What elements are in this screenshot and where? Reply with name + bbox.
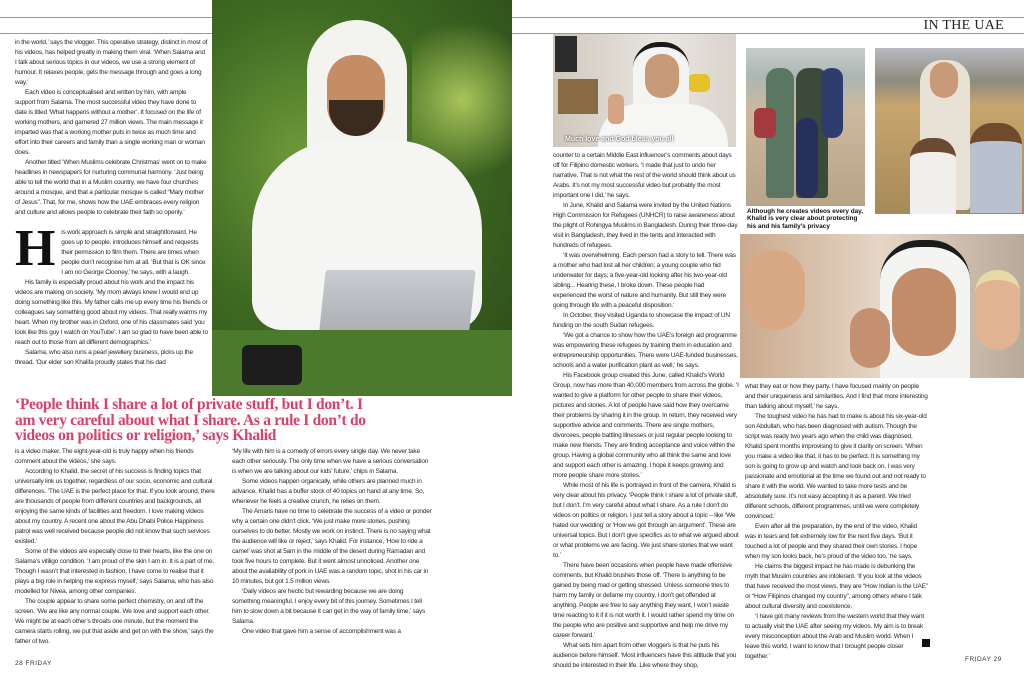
paragraph: Even after all the preparation, by the end of the video, Khalid was in tears and felt extremely low for the next five days. ‘But it touched a lot of people and they shared their own stories. I hope when my son looks back, he’s proud of the video too,’ he says. (745, 523, 918, 560)
paragraph: what they eat or how they party. I have focused mainly on people and their uniqueness and similarities. And I find that more interesting than talking about myself,’ he says. (745, 383, 928, 410)
paragraph: In June, Khalid and Salama were invited by the United Nations High Commission for Refugees (UNHCR) to raise awareness about the plight of Rohingya Muslims in Bangladesh. During their three-day visit in Bangladesh, they lived in the tents and interacted with hundreds of refugees. (553, 202, 738, 249)
article-column-b (15, 447, 217, 647)
paragraph: in the world,’ says the vlogger. This operative strategy, distinct in most of his videos, has helped greatly in making them viral. ‘When Salama and I talk about serious topics in our videos, we use a strong element of humour. It relaxes people, gets the message through and goes a long way.’ (15, 39, 208, 86)
khalid-with-laptop-photo (212, 0, 512, 396)
section-label: IN THE UAE (923, 18, 1004, 33)
article-column-c (232, 447, 432, 637)
paragraph: ‘I have got many reviews from the western world that they want to actually visit the UAE after seeing my videos. My aim is to break every misconception about the Arab and Muslim world. When I leave this world, I want to know that I brought people closer together.’ (745, 613, 924, 660)
father-face (892, 268, 956, 356)
peace-hand (608, 94, 624, 124)
paragraph: Some of the videos are especially close to their hearts, like the one on Salama’s vitiligo condition. ‘I am proud of the skin I am in. It is a part of me. Though I wasn’t that interested in fashion, I have come to realise that it plays a big role in helping me express myself,’ says Salama, who has also modelled for Nivea, among other companies. (15, 548, 215, 595)
tv-screen (555, 36, 577, 72)
paragraph: While most of his life is portrayed in front of the camera, Khalid is very clear about his privacy. ‘People think I share a lot of private stuff, but I don’t. I’m very careful about what I share. As a rule I don’t do videos on politics or religion. I just tell a story about a topic – like ‘We hated our wedding’ or ‘How we got through an argument’. These are universal topics. But I don’t give specifics as to what we argued about or what problems we are facing. We just share stories that we want to.’ (553, 482, 739, 559)
paragraph: There have been occasions when people have made offensive comments, but Khalid brushes those off. ‘There is anything to be gained by being mad or getting stressed. Unless someone tries to harm my family or defame my country, I don’t get offended at anything. People are free to say anything they want, I won’t waste time reacting to it if it is not worth it. I would rather spend my time on the people who are positive and supportive and help me drive my career forward.’ (553, 562, 735, 639)
bag (754, 108, 776, 138)
article-column-d (553, 151, 739, 671)
left-page-folio: 28 FRIDAY (15, 660, 52, 667)
paragraph: He claims the biggest impact he has made is debunking the myth that Muslim countries are intolerant. ‘If you look at the videos that have received the most views, they are “How Indian is the UAE” or “How Filipinos changed my country”, among others where I talk about cultural diversity and coexistence. (745, 563, 928, 610)
paragraph: The couple appear to share some perfect chemistry, on and off the screen. ‘We are like any normal couple. We love and support each other. We might be at each other’s throats one minute, but the moment the camera starts rolling, we put that aside and get on with the show,’ says the father of two. (15, 598, 214, 645)
end-of-article-mark (922, 639, 930, 647)
pull-quote: ‘People think I share a lot of private stuff, but I don’t. I am very careful about what I share. As a rule I don’t do videos on politics or religion,’ says Khalid (15, 396, 366, 444)
paragraph: His Facebook group created this June, called Khalid’s World Group, now has more than 40,000 members from across the globe. ‘I wanted to give a platform for other people to share their videos, pictures and stories. A lot of people have said how they overcame their problems by sharing it in the group. In return, they received very supportive advice and comments. There are single mothers, divorcees, people battling illnesses or just regular people looking to make new friends. They are finding acceptance and voice within the group. Having a global community who all think the same and love and support each other is amazing. I hope it keeps growing and more people share more stories.’ (553, 372, 739, 479)
video-subtitle: Much love and God bless you all (565, 136, 674, 143)
paragraph: His family is especially proud about his work and the impact his videos are making on society. ‘My mom always knew I would end up doing something like this. My father calls me up every time his friends or colleagues say something good about my videos. That really warms my heart. When my brother was in Oxford, one of his classmates said ‘you look like this guy I watch on YouTube’. I am so glad to have been able to reach out to those from all different demographics.’ (15, 279, 208, 346)
paragraph: Salama, who also runs a pearl jewellery business, picks up the thread. ‘Our elder son Khalifa proudly states that his dad (15, 349, 193, 366)
paragraph: According to Khalid, the secret of his success is finding topics that universally link us together, regardless of our socio, economic and cultural differences. ‘The UAE is the perfect place for that. If you look around, there are thousands of people from different countries and backgrounds, all enjoying the same kinds of facilities and freedom. I love making videos about my country. A recent one about the Abu Dhabi Police Happiness patrol was well received because people did not know that such services existed.’ (15, 468, 215, 545)
dropcap-text: is work approach is simple and straightforward. He goes up to people, introduces himself and requests their permission to film them. There are times when people don’t recognise him at all. ‘But that is OK since I am no George Clooney,’ he says, with a laugh. (61, 229, 206, 276)
video-still-photo (553, 34, 736, 147)
dropcap-letter: H (15, 220, 56, 277)
paragraph: ‘Daily videos are hectic but rewarding because we are doing something meaningful. I enjoy every bit of this journey. Sometimes I tell him to slow down a bit because it can get in the way of family time,’ says Salama. (232, 588, 426, 625)
camera (242, 345, 302, 385)
paragraph: ‘It was overwhelming. Each person had a story to tell. There was a mother who had lost all her children; a young couple who hid underwater for days; a five-year-old looking after his two-year-old sibling... Hearing these, I broke down. These people had experienced the worst of nature and humanity. But still they were going through life with a peaceful disposition.’ (553, 252, 736, 309)
family-selfie-photo (740, 234, 1024, 378)
paragraph: Some videos happen organically, while others are planned much in advance. Khalid has a buffer stock of 40 topics on hand at any time. So, whenever he feels a creative crunch, he relies on them. (232, 478, 425, 505)
dropcap-paragraph (15, 220, 208, 278)
yellow-chair (688, 74, 710, 92)
child-held (821, 68, 843, 138)
paragraph: is a video maker. The eight-year-old is truly happy when his friends comment about the videos,’ she says. (15, 448, 194, 465)
article-column-e (745, 382, 929, 662)
paragraph: ‘We got a chance to show how the UAE’s foreign aid programme was empowering these refugees by training them in education and entrepreneurship opportunities. There were UAE-funded businesses, schools and a water purification plant as well,’ he says. (553, 332, 738, 369)
header-rule-top (0, 17, 1024, 18)
paragraph: The Amaris have no time to celebrate the success of a video or ponder why a certain one didn’t click. ‘We just make more stories, pushing ourselves to do better. Mostly we work on instinct. There is no saying what the audience will like or reject,’ says Khalid. For instance, ‘How to ride a camel’ was shot at 5am in the middle of the desert during Ramadan and took five hours to complete. But it went almost unnoticed. Another one about the availability of pork in UAE was a random topic, shot in his car in 10 minutes, but got 1.5 million views. (232, 508, 432, 585)
paragraph: Another titled ‘When Muslims celebrate Christmas’ went on to make headlines in newspapers for nurturing communal harmony. ‘Just being able to tell the world that in a Muslim country, we have four churches around a mosque, and that a particular mosque is called “Mary mother of Jesus”. That, for me, shows how the UAE embraces every religion and culture and allows people to celebrate their faith so openly.’ (15, 159, 207, 216)
article-column-a (15, 38, 208, 368)
paragraph: In October, they visited Uganda to showcase the impact of UN funding on the south Sudan refugees. (553, 312, 730, 329)
mother-face (930, 62, 958, 98)
paragraph: The toughest video he has had to make is about his six-year-old son Abdullah, who has been diagnosed with autism. Though the script was ready two years ago when the child was diagnosed, Khalid spent months improvising to give it clarity on screen. ‘When you make a video like that, it has to be perfect. It is something my son is going to grow up and watch and look back on. I was very passionate and emotional at the time we found out and not ready to share it with the world. We wanted to take more tests and be absolutely sure. It’s not easy accepting it as a parent. We tried different schools, different programmes, until we were completely convinced.’ (745, 413, 927, 520)
side-table (558, 79, 598, 114)
child-left (910, 138, 956, 214)
child-face (850, 308, 890, 368)
friend-face (975, 270, 1020, 350)
paragraph: Each video is conceptualised and written by him, with ample support from Salama. The most successful video they have done to date is titled ‘What happens without a mother’. It focused on the life of working mothers, and garnered 27 million views. The main message it imparted was that a working mother puts in twice as much time and effort into their careers and family than a single working man or woman does. (15, 89, 205, 156)
paragraph: counter to a certain Middle East influencer’s comments about days off for Filipino domestic workers. ‘I made that just to undo her narrative. That is not what the rest of the world should think about us Arabs. It’s not my most successful video but probably the most important one I did,’ he says. (553, 152, 736, 199)
family-beach-photo (746, 48, 865, 206)
paragraph: What sets him apart from other vloggers is that he puts his audience before himself. ‘Most influencers have this attitude that you should be interested in their life. Like where they shop, (553, 642, 737, 669)
face (645, 54, 679, 98)
paragraph: One video that gave him a sense of accomplishment was a (242, 628, 401, 635)
child-front (796, 118, 818, 198)
paragraph: ‘My life with him is a comedy of errors every single day. We never take each other seriously. The only time when we have a serious conversation is when we are talking about our kids’ future,’ chips in Salama. (232, 448, 429, 475)
photo-caption: Although he creates videos every day, Khalid is very clear about protecting his and his family’s privacy (746, 207, 868, 231)
mother-face (745, 250, 805, 330)
family-hills-photo (875, 48, 1024, 214)
child-right (970, 123, 1022, 213)
right-page-folio: FRIDAY 29 (965, 656, 1002, 663)
header-rule-bottom (0, 33, 1024, 34)
